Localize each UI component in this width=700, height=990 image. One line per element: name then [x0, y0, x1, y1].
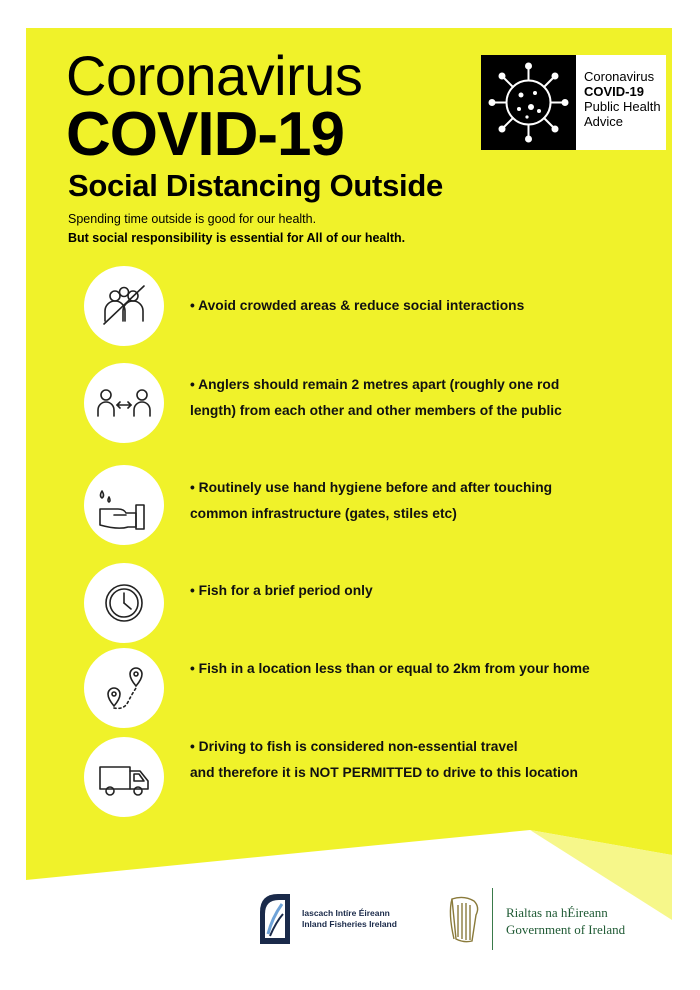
no-crowd-icon: [84, 266, 164, 346]
badge-line-1: Coronavirus: [584, 69, 655, 84]
rule-5-text: [190, 656, 660, 682]
rule-3-line-1: • Routinely use hand hygiene before and after touching: [190, 480, 553, 495]
badge-text: [576, 55, 661, 150]
rule-6-text: [190, 734, 660, 786]
title-covid19: COVID-19: [66, 100, 344, 169]
rule-1-text: [190, 293, 660, 319]
rule-3-text: [190, 475, 660, 527]
gov-line-1: Rialtas na hÉireann: [506, 905, 608, 920]
rule-3-line-2: common infrastructure (gates, stiles etc): [190, 506, 457, 521]
clock-icon: [84, 563, 164, 643]
virus-icon: [481, 55, 576, 150]
distance-icon: [84, 363, 164, 443]
rule-1-line-1: • Avoid crowded areas & reduce social interactions: [190, 298, 525, 313]
van-icon: [84, 737, 164, 817]
rule-4-text: [190, 578, 660, 604]
rule-5-line-1: • Fish in a location less than or equal to 2km from your home: [190, 661, 590, 676]
title-coronavirus: Coronavirus: [66, 44, 363, 107]
fisheries-line-1: Iascach Intíre Éireann: [302, 908, 390, 918]
footer-divider: [492, 888, 493, 950]
location-route-icon: [84, 648, 164, 728]
section-heading: Social Distancing Outside: [68, 168, 443, 203]
government-text: [506, 904, 625, 938]
badge-line-4: Advice: [584, 114, 624, 129]
fisheries-text: [302, 908, 397, 930]
rule-2-text: [190, 372, 660, 424]
public-health-badge: [481, 55, 666, 150]
rule-2-line-2: length) from each other and other members of the public: [190, 403, 562, 418]
badge-line-2: COVID-19: [584, 84, 644, 99]
rule-4-line-1: • Fish for a brief period only: [190, 583, 373, 598]
harp-logo-icon: [444, 893, 484, 950]
rule-2-line-1: • Anglers should remain 2 metres apart (roughly one rod: [190, 377, 560, 392]
subtitle-1: Spending time outside is good for our health.: [68, 212, 317, 226]
badge-line-3: Public Health: [584, 99, 661, 114]
fisheries-line-2: Inland Fisheries Ireland: [302, 919, 397, 929]
rule-6-line-2: and therefore it is NOT PERMITTED to drive to this location: [190, 765, 578, 780]
subtitle-2: But social responsibility is essential for All of our health.: [68, 231, 406, 245]
fisheries-emblem-icon: [256, 890, 294, 948]
gov-line-2: Government of Ireland: [506, 922, 626, 937]
hand-hygiene-icon: [84, 465, 164, 545]
rule-6-line-1: • Driving to fish is considered non-essential travel: [190, 739, 518, 754]
fisheries-logo: [256, 890, 397, 948]
